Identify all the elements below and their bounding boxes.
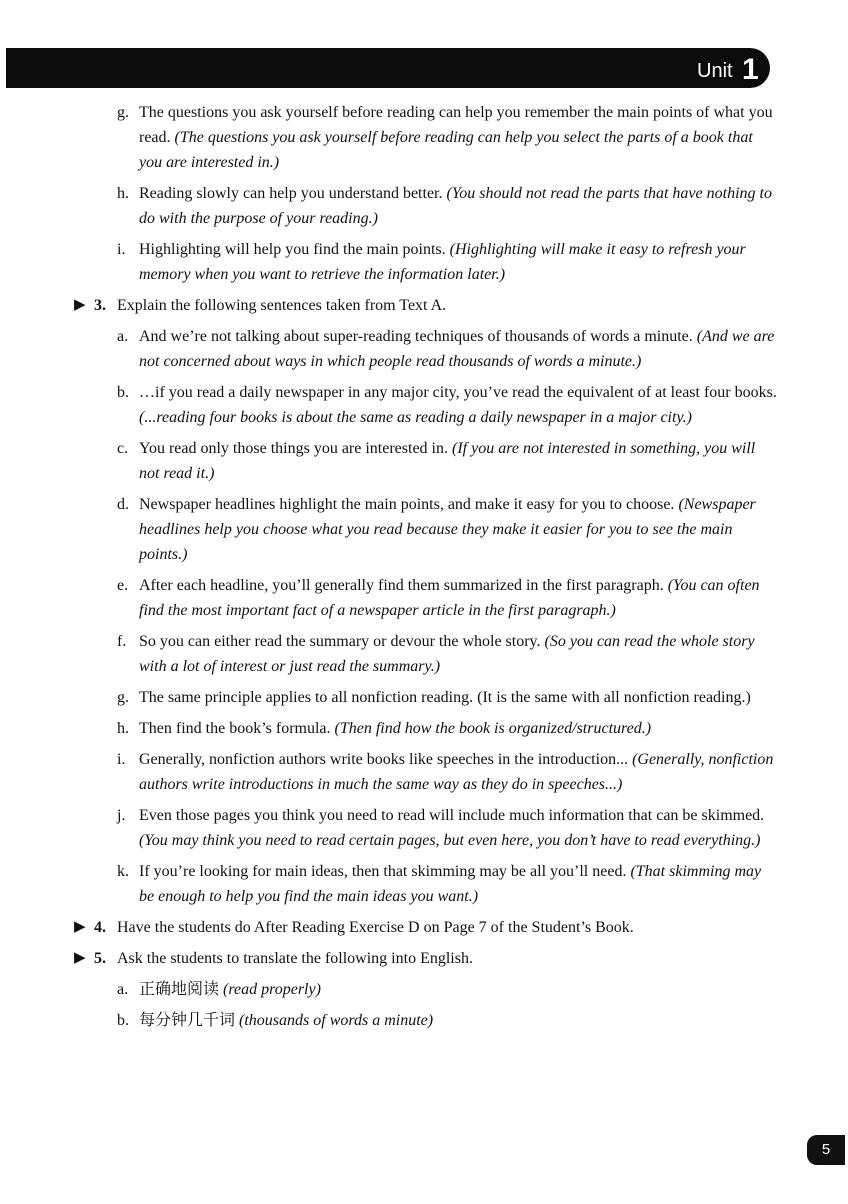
list-item: c. You read only those things you are interested in. (If you are not interested in something, you will not read it.) — [117, 440, 756, 482]
list-item: g. The same principle applies to all nonfiction reading. (It is the same with all nonfiction reading.) — [117, 689, 751, 706]
list-item: f. So you can either read the summary or devour the whole story. (So you can read the whole story with a lot of interest or just read the summary.) — [117, 633, 755, 675]
list-item: h. Then find the book’s formula. (Then find how the book is organized/structured.) — [117, 720, 652, 737]
page-number: 5 — [807, 1135, 845, 1165]
page-content — [0, 100, 848, 1039]
step-5: ▶ 5. Ask the students to translate the following into English. — [0, 946, 848, 971]
unit-banner — [6, 48, 770, 88]
list-item: d. Newspaper headlines highlight the main points, and make it easy for you to choose. (Newspaper headlines help you choose what you read because they make it easier for you to see the main points.) — [117, 496, 756, 563]
list-item: k. If you’re looking for main ideas, then that skimming may be all you’ll need. (That skimming may be enough to help you find the main ideas you want.) — [117, 863, 762, 905]
step-3: ▶ 3. Explain the following sentences taken from Text A. — [0, 293, 848, 318]
list-item: a. 正确地阅读 (read properly) — [117, 981, 321, 998]
unit-number: 1 — [742, 53, 759, 86]
list-item: j. Even those pages you think you need to read will include much information that can be skimmed. (You may think you need to read certain pages, but even here, you don’t have to read everything.) — [117, 807, 765, 849]
list-item: i. Highlighting will help you find the main points. (Highlighting will make it easy to refresh your memory when you want to retrieve the information later.) — [117, 241, 746, 283]
triangle-bullet-icon: ▶ — [74, 919, 86, 935]
step-4: ▶ 4. Have the students do After Reading Exercise D on Page 7 of the Student’s Book. — [0, 915, 848, 940]
triangle-bullet-icon: ▶ — [74, 297, 86, 313]
list-item: i. Generally, nonfiction authors write books like speeches in the introduction... (Generally, nonfiction authors write introductions in much the same way as they do in speeches...) — [117, 751, 774, 793]
list-item: h. Reading slowly can help you understand better. (You should not read the parts that have nothing to do with the purpose of your reading.) — [117, 185, 772, 227]
list-item: b. 每分钟几千词 (thousands of words a minute) — [117, 1012, 434, 1029]
list-item: b. …if you read a daily newspaper in any major city, you’ve read the equivalent of at least four books. (...reading four books is about the same as reading a daily newspaper in a major city.) — [117, 384, 777, 426]
list-item: a. And we’re not talking about super-reading techniques of thousands of words a minute. (And we are not concerned about ways in which people read thousands of words a minute.) — [117, 328, 775, 370]
list-item: e. After each headline, you’ll generally find them summarized in the first paragraph. (You can often find the most important fact of a newspaper article in the first paragraph.) — [117, 577, 760, 619]
triangle-bullet-icon: ▶ — [74, 950, 86, 966]
unit-label: Unit — [697, 60, 733, 82]
list-item: g. The questions you ask yourself before reading can help you remember the main points of what you read. (The questions you ask yourself before reading can help you select the parts of a book that you are interested in.) — [117, 104, 773, 171]
